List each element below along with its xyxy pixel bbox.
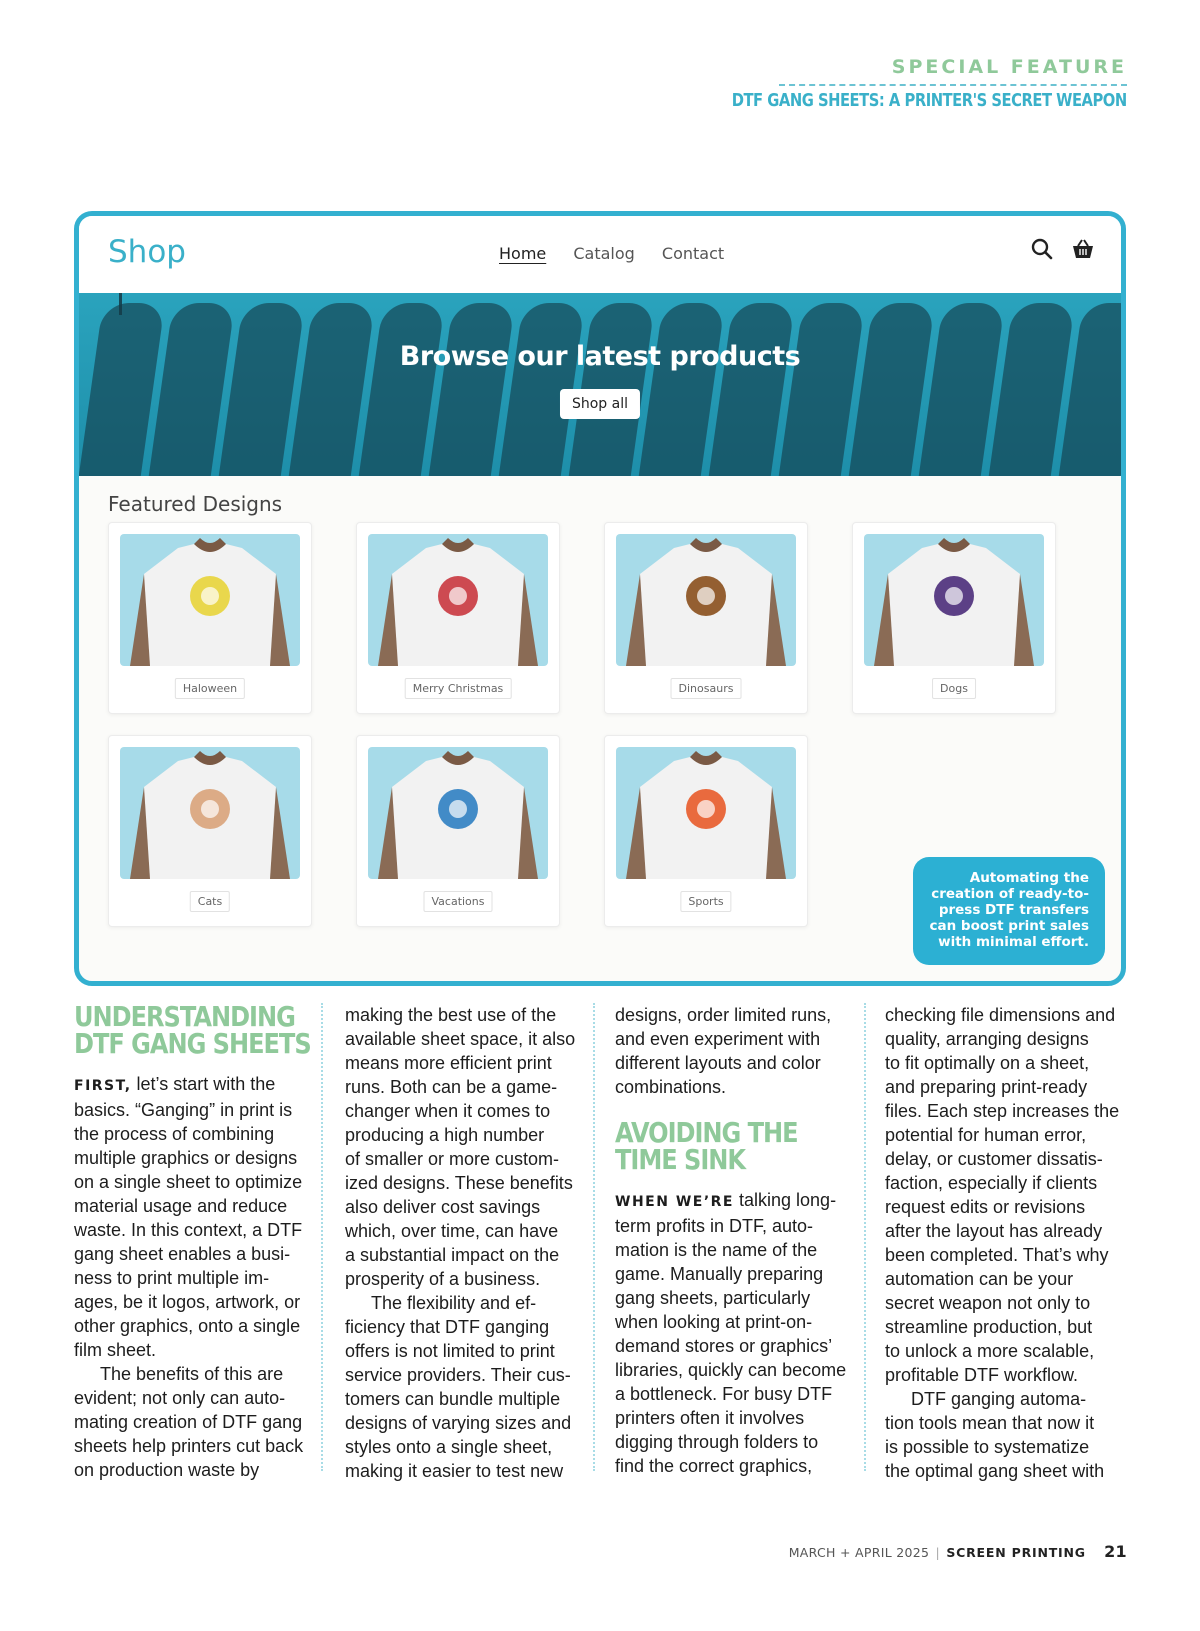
text-line: the process of combining	[74, 1124, 275, 1144]
text-line: profitable DTF workflow.	[885, 1365, 1079, 1385]
shop-logo[interactable]: Shop	[108, 234, 186, 270]
product-image	[368, 747, 548, 879]
text-line: designs, order limited runs,	[615, 1005, 832, 1025]
text-line: demand stores or graphics’	[615, 1336, 833, 1356]
lead-in: FIRST,	[74, 1078, 132, 1094]
text-line: changer when it comes to	[345, 1101, 551, 1121]
article-column-2	[345, 1003, 583, 1483]
text-line: other graphics, onto a single	[74, 1316, 301, 1336]
product-card[interactable]	[108, 735, 312, 927]
product-label: Dinosaurs	[671, 678, 742, 699]
column-divider	[864, 1003, 866, 1471]
paragraph	[74, 1072, 312, 1362]
product-label: Merry Christmas	[405, 678, 512, 699]
text-line: libraries, quickly can become	[615, 1360, 847, 1380]
text-line: been completed. That’s why	[885, 1245, 1109, 1265]
paragraph	[885, 1387, 1123, 1483]
product-label: Haloween	[175, 678, 245, 699]
section-heading: AVOIDING THE TIME SINK	[615, 1116, 798, 1176]
text-line: styles onto a single sheet,	[345, 1437, 553, 1457]
column-divider	[321, 1003, 323, 1471]
text-line: quality, arranging designs	[885, 1029, 1089, 1049]
text-line: offers is not limited to print	[345, 1341, 555, 1361]
text-line: when looking at print-on-	[615, 1312, 813, 1332]
text-line: prosperity of a business.	[345, 1269, 541, 1289]
text-line: mation is the name of the	[615, 1240, 818, 1260]
product-image	[616, 534, 796, 666]
text-line: on a single sheet to optimize	[74, 1172, 303, 1192]
tshirt-image	[616, 747, 796, 879]
text-line: available sheet space, it also	[345, 1029, 576, 1049]
page-footer	[789, 1542, 1127, 1561]
text-line: delay, or customer dissatis-	[885, 1149, 1103, 1169]
article-column-1	[74, 1000, 312, 1482]
page-number: 21	[1104, 1542, 1127, 1561]
tshirt-image	[864, 534, 1044, 666]
article-column-3	[615, 1003, 853, 1478]
text-line: automation can be your	[885, 1269, 1074, 1289]
hero-banner	[79, 293, 1121, 476]
text-line: checking file dimensions and	[885, 1005, 1116, 1025]
text-line: runs. Both can be a game-	[345, 1077, 558, 1097]
text-line: means more efficient print	[345, 1053, 552, 1073]
text-line: a bottleneck. For busy DTF	[615, 1384, 833, 1404]
text-line: after the layout has already	[885, 1221, 1103, 1241]
text-line: tion tools mean that now it	[885, 1413, 1095, 1433]
text-line: ages, be it logos, artwork, or	[74, 1292, 301, 1312]
text-line: designs of varying sizes and	[345, 1413, 572, 1433]
text-line: files. Each step increases the	[885, 1101, 1120, 1121]
text-line: is possible to systematize	[885, 1437, 1090, 1457]
paragraph	[74, 1362, 312, 1482]
text-line: streamline production, but	[885, 1317, 1093, 1337]
product-image	[368, 534, 548, 666]
lead-in: WHEN WE’RE	[615, 1194, 734, 1210]
tshirt-image	[368, 534, 548, 666]
text-line: printers often it involves	[615, 1408, 805, 1428]
text-line: talking long-	[739, 1190, 837, 1210]
text-line: tomers can bundle multiple	[345, 1389, 561, 1409]
text-line: request edits or revisions	[885, 1197, 1086, 1217]
text-line: and preparing print-ready	[885, 1077, 1088, 1097]
featured-heading: Featured Designs	[108, 492, 283, 516]
text-line: of smaller or more custom-	[345, 1149, 560, 1169]
nav-home[interactable]: Home	[499, 244, 547, 263]
callout-caption: Automating the creation of ready-to-press DTF transfers can boost print sales with minimal effort.	[913, 857, 1105, 965]
product-image	[864, 534, 1044, 666]
product-card[interactable]	[356, 522, 560, 714]
tshirt-image	[368, 747, 548, 879]
shop-all-button[interactable]: Shop all	[560, 389, 640, 419]
text-line: ness to print multiple im-	[74, 1268, 270, 1288]
text-line: the optimal gang sheet with	[885, 1461, 1105, 1481]
text-line: let’s start with the	[136, 1074, 276, 1094]
text-line: different layouts and color	[615, 1053, 821, 1073]
product-label: Cats	[190, 891, 230, 912]
text-line: secret weapon not only to	[885, 1293, 1091, 1313]
product-label: Sports	[680, 891, 731, 912]
tshirt-image	[616, 534, 796, 666]
nav-contact[interactable]: Contact	[661, 244, 725, 263]
magazine-name: SCREEN PRINTING	[946, 1545, 1086, 1560]
paragraph	[345, 1291, 583, 1483]
text-line: The flexibility and ef-	[371, 1293, 537, 1313]
text-line: material usage and reduce	[74, 1196, 288, 1216]
text-line: DTF ganging automa-	[911, 1389, 1087, 1409]
paragraph	[615, 1188, 853, 1478]
header-rule	[779, 84, 1127, 86]
text-line: sheets help printers cut back	[74, 1436, 304, 1456]
nav-icons	[1017, 238, 1095, 265]
text-line: combinations.	[615, 1077, 727, 1097]
text-line: on production waste by	[74, 1460, 260, 1480]
article-column-4	[885, 1003, 1123, 1483]
search-icon[interactable]	[1031, 238, 1053, 260]
running-header	[645, 56, 1127, 111]
hero-title: Browse our latest products	[399, 341, 801, 372]
product-image	[616, 747, 796, 879]
section-kicker: SPECIAL FEATURE	[891, 56, 1127, 78]
text-line: evident; not only can auto-	[74, 1388, 286, 1408]
text-line: film sheet.	[74, 1340, 157, 1360]
text-line: making the best use of the	[345, 1005, 557, 1025]
tshirt-image	[120, 747, 300, 879]
text-line: service providers. Their cus-	[345, 1365, 571, 1385]
product-card[interactable]	[604, 735, 808, 927]
nav-catalog[interactable]: Catalog	[573, 244, 635, 263]
text-line: gang sheet enables a busi-	[74, 1244, 291, 1264]
product-card[interactable]	[108, 522, 312, 714]
nav-links	[499, 244, 746, 263]
product-image	[120, 747, 300, 879]
product-label: Dogs	[932, 678, 976, 699]
text-line: which, over time, can have	[345, 1221, 559, 1241]
text-line: find the correct graphics,	[615, 1456, 813, 1476]
basket-icon[interactable]	[1071, 238, 1095, 260]
text-line: The benefits of this are	[100, 1364, 284, 1384]
product-card[interactable]	[356, 735, 560, 927]
paragraph	[885, 1003, 1123, 1387]
shop-screenshot-figure	[74, 211, 1126, 986]
text-line: also deliver cost savings	[345, 1197, 541, 1217]
text-line: to fit optimally on a sheet,	[885, 1053, 1090, 1073]
product-label: Vacations	[423, 891, 492, 912]
text-line: basics. “Ganging” in print is	[74, 1100, 293, 1120]
text-line: multiple graphics or designs	[74, 1148, 298, 1168]
feature-title: DTF GANG SHEETS: A PRINTER'S SECRET WEAPON	[731, 90, 1127, 111]
text-line: a substantial impact on the	[345, 1245, 560, 1265]
text-line: term profits in DTF, auto-	[615, 1216, 814, 1236]
product-image	[120, 534, 300, 666]
text-line: producing a high number	[345, 1125, 545, 1145]
text-line: waste. In this context, a DTF	[74, 1220, 303, 1240]
text-line: ficiency that DTF ganging	[345, 1317, 550, 1337]
text-line: gang sheets, particularly	[615, 1288, 811, 1308]
footer-separator: |	[935, 1545, 941, 1560]
text-line: and even experiment with	[615, 1029, 821, 1049]
issue-date: MARCH + APRIL 2025	[788, 1545, 930, 1560]
product-card[interactable]	[852, 522, 1056, 714]
paragraph	[345, 1003, 583, 1291]
shop-navbar	[79, 216, 1121, 293]
text-line: potential for human error,	[885, 1125, 1087, 1145]
text-line: ized designs. These benefits	[345, 1173, 573, 1193]
text-line: digging through folders to	[615, 1432, 819, 1452]
section-heading: UNDERSTANDING DTF GANG SHEETS	[74, 1000, 311, 1060]
paragraph	[615, 1003, 853, 1099]
text-line: making it easier to test new	[345, 1461, 564, 1481]
text-line: to unlock a more scalable,	[885, 1341, 1095, 1361]
text-line: mating creation of DTF gang	[74, 1412, 303, 1432]
column-divider	[593, 1003, 595, 1471]
text-line: game. Manually preparing	[615, 1264, 824, 1284]
text-line: faction, especially if clients	[885, 1173, 1098, 1193]
product-card[interactable]	[604, 522, 808, 714]
tshirt-image	[120, 534, 300, 666]
